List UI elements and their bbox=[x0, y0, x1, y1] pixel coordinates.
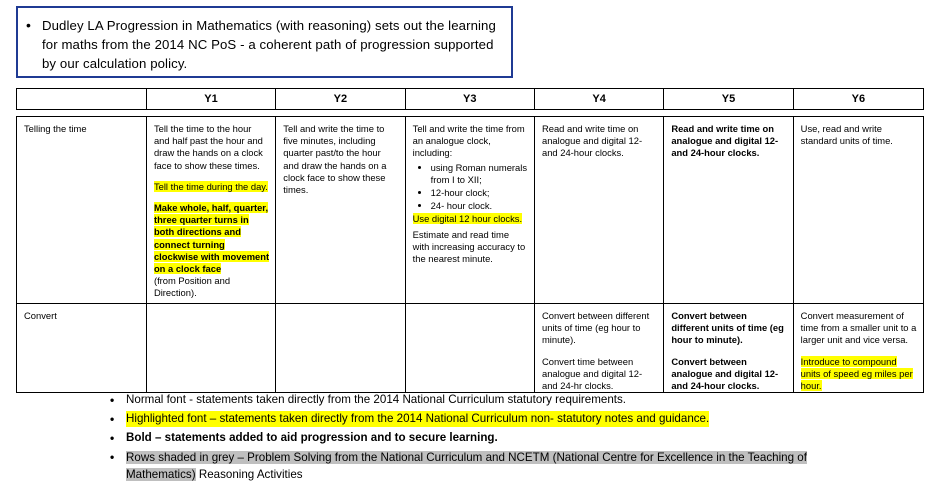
row-label-convert: Convert bbox=[17, 304, 147, 392]
cell-text: Tell and write the time to five minutes, including quarter past/to the hour and draw the hands on a clock face to show these times. bbox=[283, 123, 387, 196]
cell-text: Tell the time to the hour and half past the hour and draw the hands on a clock face to show these times. bbox=[153, 123, 263, 171]
cell-text-highlight-bold: Make whole, half, quarter, three quarter turns in both directions and connect turning clockwise with movement on a clock face bbox=[153, 202, 270, 275]
year-header-corner bbox=[17, 89, 147, 109]
legend-bullet-icon: • bbox=[110, 450, 115, 464]
cell-telling-y2 bbox=[276, 117, 405, 303]
intro-text: Dudley LA Progression in Mathematics (with reasoning) sets out the learning for maths from the 2014 NC PoS - a coherent path of progression supported by our calculation policy. bbox=[42, 18, 496, 71]
cell-text-highlight: Tell the time during the day. bbox=[153, 180, 268, 192]
cell-bullet-list bbox=[413, 162, 528, 212]
year-header-y2: Y2 bbox=[276, 89, 405, 109]
legend-bullet-icon: • bbox=[110, 412, 115, 426]
year-header-y5: Y5 bbox=[664, 89, 793, 109]
list-item: • using Roman numerals from I to XII; bbox=[431, 162, 528, 186]
cell-text: Convert measurement of time from a smaller unit to a larger unit and vice versa. bbox=[800, 310, 917, 346]
year-header-y6: Y6 bbox=[851, 93, 866, 105]
year-header-y1: Y1 bbox=[147, 89, 276, 109]
table-row bbox=[17, 117, 923, 304]
legend-text-part-a: Rows shaded in grey – Problem Solving from the National Curriculum and NCETM bbox=[126, 451, 553, 464]
legend-text-group bbox=[126, 449, 870, 483]
year-header-row bbox=[16, 88, 924, 110]
list-item: • 12-hour clock; bbox=[431, 187, 528, 199]
cell-telling-y4 bbox=[535, 117, 664, 303]
legend-key bbox=[110, 392, 870, 486]
legend-item-highlighted-font bbox=[110, 411, 870, 427]
intro-callout bbox=[16, 6, 513, 78]
cell-convert-y4 bbox=[535, 304, 664, 392]
year-header-y3: Y3 bbox=[406, 89, 535, 109]
cell-convert-y5 bbox=[664, 304, 793, 392]
cell-text: Read and write time on analogue and digital 12- and 24-hour clocks. bbox=[541, 123, 643, 159]
cell-convert-y6 bbox=[794, 304, 923, 392]
legend-item-normal-font bbox=[110, 392, 870, 408]
list-item: • 24- hour clock. bbox=[431, 200, 528, 212]
legend-text: Normal font - statements taken directly from the 2014 National Curriculum statutory requirements. bbox=[126, 393, 627, 406]
cell-text: (from Position and Direction). bbox=[153, 275, 231, 299]
legend-bullet-icon: • bbox=[110, 393, 115, 407]
year-header-y4: Y4 bbox=[535, 89, 664, 109]
cell-telling-y6 bbox=[794, 117, 923, 303]
cell-telling-y5 bbox=[664, 117, 793, 303]
progression-table bbox=[16, 116, 924, 393]
legend-item-bold-font bbox=[110, 430, 870, 446]
cell-text: Tell and write the time from an analogue clock, including: bbox=[412, 123, 525, 159]
legend-item-grey-rows bbox=[110, 449, 870, 483]
legend-text-part-c: Reasoning Activities bbox=[195, 468, 303, 481]
legend-text: Highlighted font – statements taken directly from the 2014 National Curriculum non- statutory notes and guidance. bbox=[126, 412, 710, 425]
cell-text: Estimate and read time with increasing accuracy to the nearest minute. bbox=[412, 228, 526, 265]
legend-text: Bold – statements added to aid progression and to secure learning. bbox=[126, 431, 498, 444]
cell-convert-y3 bbox=[406, 304, 535, 392]
cell-text-highlight: Use digital 12 hour clocks. bbox=[412, 212, 523, 224]
cell-convert-y2 bbox=[276, 304, 405, 392]
cell-text-highlight: Introduce to compound units of speed eg miles per hour. bbox=[800, 355, 913, 392]
cell-convert-y1 bbox=[147, 304, 276, 392]
cell-text-bold: Convert between different units of time (eg hour to minute). bbox=[671, 310, 784, 346]
cell-telling-y1 bbox=[147, 117, 276, 303]
row-label-telling-the-time: Telling the time bbox=[17, 117, 147, 303]
legend-text-part-b: (National Centre for Excellence in the Teaching of Mathematics) bbox=[126, 451, 807, 481]
cell-text: Convert between different units of time (eg hour to minute). bbox=[541, 310, 650, 346]
intro-bullet-icon: • bbox=[26, 17, 31, 33]
cell-text-bold: Read and write time on analogue and digital 12- and 24-hour clocks. bbox=[671, 123, 779, 159]
cell-text-bold: Convert between analogue and digital 12- and 24-hour clocks. bbox=[671, 355, 779, 392]
cell-text: Convert time between analogue and digital 12- and 24-hr clocks. bbox=[541, 355, 643, 392]
table-row bbox=[17, 304, 923, 393]
cell-telling-y3 bbox=[406, 117, 535, 303]
cell-text: Use, read and write standard units of time. bbox=[800, 123, 893, 147]
legend-bullet-icon: • bbox=[110, 431, 115, 445]
